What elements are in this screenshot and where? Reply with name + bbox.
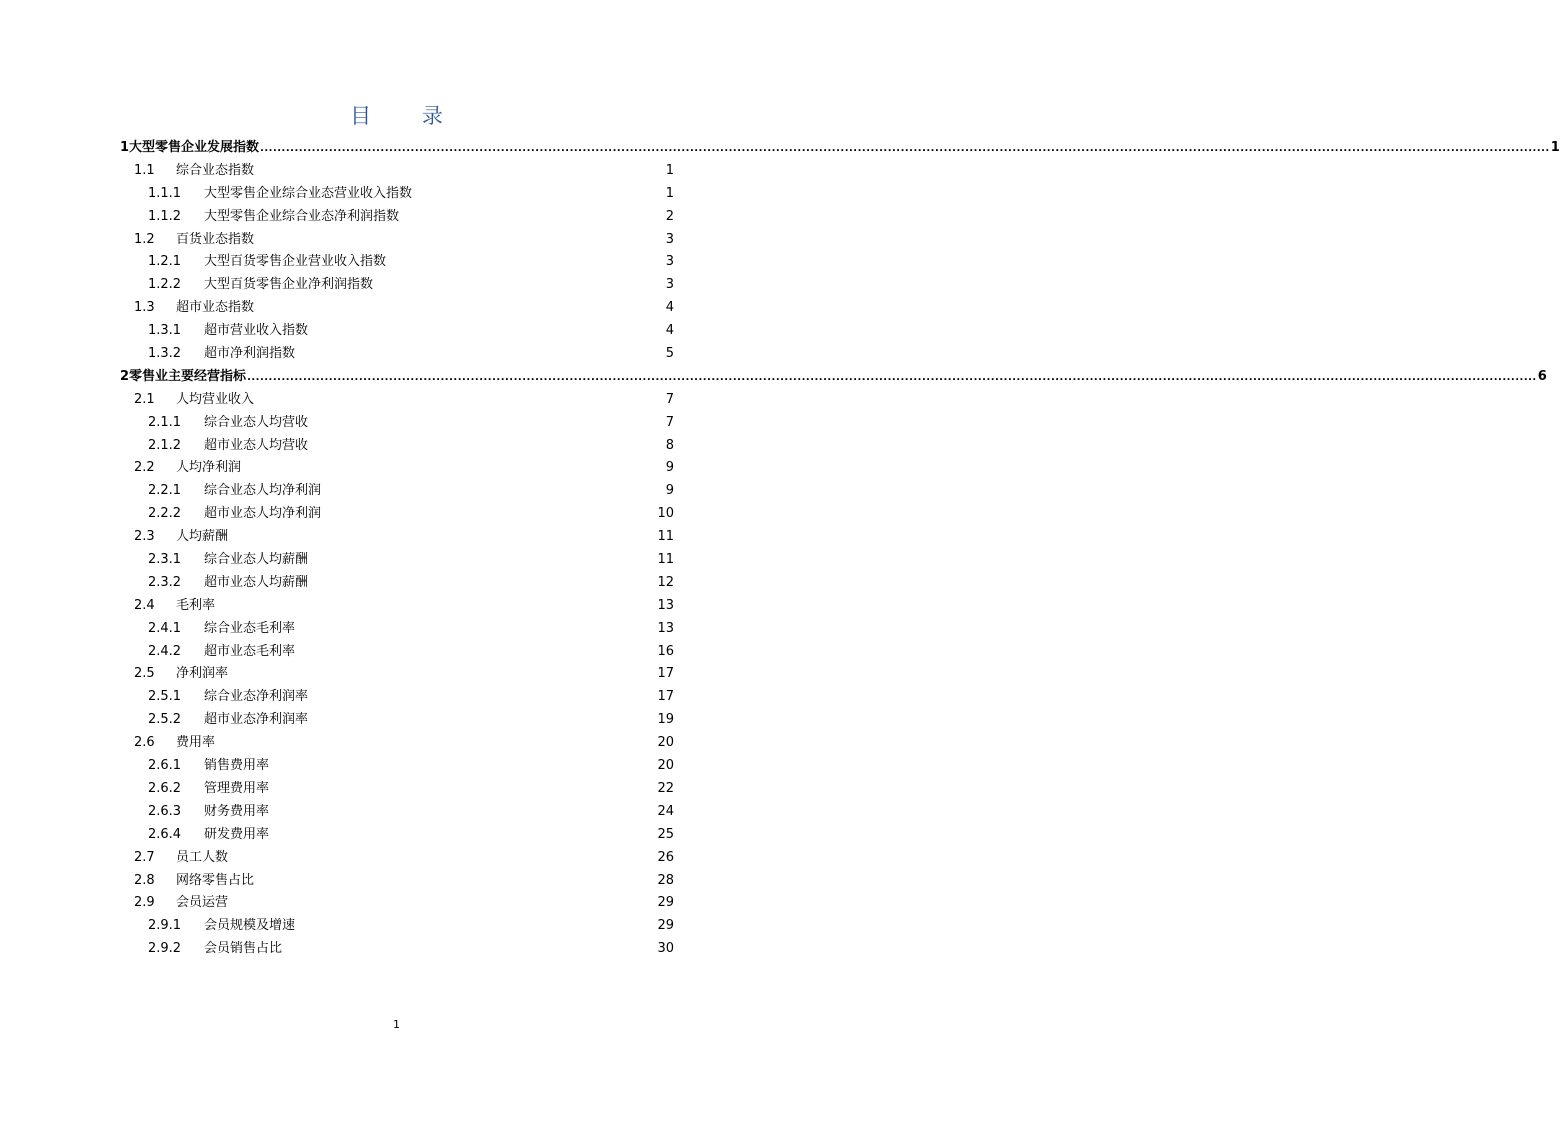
- toc-entry-number: 2.5.2: [148, 712, 182, 728]
- toc-entry-label: 大型百货零售企业净利润指数: [204, 277, 374, 293]
- toc-entry-label: 大型百货零售企业营业收入指数: [204, 254, 387, 270]
- toc-entry[interactable]: [120, 503, 674, 526]
- toc-entry-page: 17: [657, 689, 674, 705]
- toc-entry-page: 4: [665, 300, 674, 316]
- toc-entry-page: 7: [665, 391, 674, 407]
- toc-entry-number: 2.6.2: [148, 780, 182, 796]
- toc-entry[interactable]: [120, 572, 674, 595]
- toc-entry-page: 26: [657, 849, 674, 865]
- toc-entry[interactable]: [120, 366, 1547, 389]
- toc-entry-page: 1: [665, 162, 674, 178]
- toc-entry-number: 2.8: [134, 872, 155, 888]
- toc-entry[interactable]: [120, 847, 674, 870]
- toc-entry[interactable]: [120, 274, 674, 297]
- toc-entry-page: 13: [657, 620, 674, 636]
- toc-entry-number: 1: [120, 140, 130, 155]
- toc-entry-page: 6: [1537, 368, 1547, 384]
- toc-entry-number: 2.2.1: [148, 483, 182, 499]
- toc-entry-label: 零售业主要经营指标: [129, 368, 247, 384]
- toc-entry-number: 2.3: [134, 529, 155, 545]
- toc-entry-number: 2: [120, 368, 130, 384]
- toc-entry[interactable]: [120, 824, 674, 847]
- toc-entry-number: 2.1.2: [148, 437, 182, 453]
- toc-entry[interactable]: [120, 755, 674, 778]
- toc-entry-page: 12: [657, 574, 674, 590]
- toc-entry-number: 2.6: [134, 735, 155, 751]
- toc-entry[interactable]: [120, 343, 674, 366]
- toc-entry-label: 百货业态指数: [176, 231, 255, 247]
- toc-entry[interactable]: [120, 892, 674, 915]
- toc-entry-label: 大型零售企业综合业态净利润指数: [204, 208, 400, 224]
- toc-entry-page: 13: [657, 597, 674, 613]
- toc-entry[interactable]: [120, 206, 674, 229]
- toc-entry-number: 2.5: [134, 666, 155, 682]
- toc-entry-label: 超市业态指数: [176, 300, 255, 316]
- toc-entry-page: 1: [1550, 140, 1560, 155]
- toc-entry-label: 管理费用率: [204, 780, 270, 796]
- toc-entry-number: 1.1.1: [148, 185, 182, 201]
- toc-entry-number: 2.7: [134, 849, 155, 865]
- toc-entry-page: 9: [665, 460, 674, 476]
- toc-entry-label: 超市业态人均营收: [204, 437, 309, 453]
- toc-entry-page: 28: [657, 872, 674, 888]
- toc-entry-page: 17: [657, 666, 674, 682]
- toc-list: [120, 137, 1560, 961]
- toc-entry-label: 研发费用率: [204, 826, 270, 842]
- toc-entry-page: 5: [665, 346, 674, 362]
- toc-entry-label: 超市业态人均薪酬: [204, 574, 309, 590]
- toc-entry-label: 销售费用率: [204, 758, 270, 774]
- toc-entry[interactable]: [120, 595, 674, 618]
- toc-entry-page: 11: [657, 529, 674, 545]
- toc-entry-number: 2.4: [134, 597, 155, 613]
- toc-entry-label: 净利润率: [176, 666, 229, 682]
- toc-entry[interactable]: [120, 137, 1560, 160]
- toc-entry-label: 大型零售企业发展指数: [129, 140, 260, 155]
- toc-leader-dots: ............................................................................................................................................................................................................................................................................................................: [247, 371, 1537, 383]
- toc-entry-page: 3: [665, 231, 674, 247]
- toc-entry-number: 2.4.1: [148, 620, 182, 636]
- toc-entry-page: 22: [657, 780, 674, 796]
- toc-entry[interactable]: [120, 915, 674, 938]
- toc-entry-page: 20: [657, 758, 674, 774]
- toc-entry-number: 2.3.2: [148, 574, 182, 590]
- toc-entry-label: 财务费用率: [204, 803, 270, 819]
- toc-entry[interactable]: [120, 251, 674, 274]
- toc-entry-number: 1.3.2: [148, 346, 182, 362]
- toc-entry[interactable]: [120, 412, 674, 435]
- toc-entry[interactable]: [120, 870, 674, 893]
- toc-entry-label: 超市业态毛利率: [204, 643, 296, 659]
- toc-entry-page: 11: [657, 552, 674, 568]
- toc-entry[interactable]: [120, 389, 674, 412]
- toc-entry-page: 30: [657, 941, 674, 957]
- toc-entry-page: 7: [665, 414, 674, 430]
- toc-entry-number: 1.3.1: [148, 323, 182, 339]
- toc-entry-page: 10: [657, 506, 674, 522]
- toc-entry[interactable]: [120, 183, 674, 206]
- toc-entry-label: 综合业态人均净利润: [204, 483, 322, 499]
- toc-entry-page: 4: [665, 323, 674, 339]
- toc-entry-label: 综合业态净利润率: [204, 689, 309, 705]
- toc-entry-label: 网络零售占比: [176, 872, 255, 888]
- toc-entry-number: 2.6.4: [148, 826, 182, 842]
- toc-entry-page: 2: [665, 208, 674, 224]
- toc-entry-label: 人均净利润: [176, 460, 242, 476]
- toc-entry-label: 超市净利润指数: [204, 346, 296, 362]
- toc-entry-number: 2.2.2: [148, 506, 182, 522]
- toc-entry-number: 1.2: [134, 231, 155, 247]
- toc-entry[interactable]: [120, 709, 674, 732]
- toc-entry[interactable]: [120, 320, 674, 343]
- toc-entry-label: 会员规模及增速: [204, 918, 296, 934]
- toc-entry-label: 超市业态人均净利润: [204, 506, 322, 522]
- toc-entry[interactable]: [120, 480, 674, 503]
- toc-entry-number: 2.3.1: [148, 552, 182, 568]
- toc-entry-number: 2.1.1: [148, 414, 182, 430]
- page-number: 1: [393, 1018, 400, 1031]
- toc-entry-page: 29: [657, 895, 674, 911]
- toc-entry[interactable]: [120, 686, 674, 709]
- toc-entry-label: 会员运营: [176, 895, 229, 911]
- toc-entry[interactable]: [120, 526, 674, 549]
- toc-entry-number: 2.6.1: [148, 758, 182, 774]
- toc-title: 目 录: [350, 104, 465, 128]
- toc-entry-page: 25: [657, 826, 674, 842]
- toc-entry-label: 超市业态净利润率: [204, 712, 309, 728]
- toc-entry-number: 2.9: [134, 895, 155, 911]
- toc-entry-number: 1.1.2: [148, 208, 182, 224]
- toc-entry-page: 20: [657, 735, 674, 751]
- toc-leader-dots: ............................................................................................................................................................................................................................................................................................................: [260, 143, 1550, 154]
- toc-entry-number: 2.9.2: [148, 941, 182, 957]
- toc-entry-number: 2.4.2: [148, 643, 182, 659]
- toc-entry-number: 2.1: [134, 391, 155, 407]
- toc-entry-label: 大型零售企业综合业态营业收入指数: [204, 185, 413, 201]
- toc-entry-label: 员工人数: [176, 849, 229, 865]
- toc-entry-label: 超市营业收入指数: [204, 323, 309, 339]
- toc-entry-label: 人均薪酬: [176, 529, 229, 545]
- toc-entry[interactable]: [120, 778, 674, 801]
- toc-entry-page: 16: [657, 643, 674, 659]
- toc-entry-label: 会员销售占比: [204, 941, 283, 957]
- toc-entry-page: 19: [657, 712, 674, 728]
- toc-entry-number: 2.2: [134, 460, 155, 476]
- toc-entry-page: 1: [665, 185, 674, 201]
- toc-entry[interactable]: [120, 549, 674, 572]
- toc-entry-number: 1.2.1: [148, 254, 182, 270]
- toc-entry[interactable]: [120, 160, 674, 183]
- toc-entry[interactable]: [120, 229, 674, 252]
- toc-entry-page: 3: [665, 277, 674, 293]
- toc-entry-page: 29: [657, 918, 674, 934]
- toc-entry-number: 1.3: [134, 300, 155, 316]
- toc-entry[interactable]: [120, 297, 674, 320]
- toc-entry-label: 综合业态人均营收: [204, 414, 309, 430]
- toc-entry[interactable]: [120, 801, 674, 824]
- toc-entry[interactable]: [120, 618, 674, 641]
- toc-entry-label: 综合业态毛利率: [204, 620, 296, 636]
- toc-entry-number: 1.1: [134, 162, 155, 178]
- toc-entry[interactable]: [120, 457, 674, 480]
- toc-entry-page: 3: [665, 254, 674, 270]
- toc-entry-page: 8: [665, 437, 674, 453]
- toc-entry-page: 24: [657, 803, 674, 819]
- toc-entry-label: 人均营业收入: [176, 391, 255, 407]
- toc-entry[interactable]: [120, 435, 674, 458]
- toc-entry-number: 2.9.1: [148, 918, 182, 934]
- toc-entry[interactable]: [120, 663, 674, 686]
- toc-entry-label: 费用率: [176, 735, 216, 751]
- toc-entry-label: 综合业态人均薪酬: [204, 552, 309, 568]
- toc-entry[interactable]: [120, 641, 674, 664]
- toc-entry-number: 1.2.2: [148, 277, 182, 293]
- toc-entry-label: 综合业态指数: [176, 162, 255, 178]
- toc-entry[interactable]: [120, 732, 674, 755]
- toc-entry-number: 2.5.1: [148, 689, 182, 705]
- toc-entry[interactable]: [120, 938, 674, 961]
- toc-entry-label: 毛利率: [176, 597, 216, 613]
- toc-entry-number: 2.6.3: [148, 803, 182, 819]
- toc-entry-page: 9: [665, 483, 674, 499]
